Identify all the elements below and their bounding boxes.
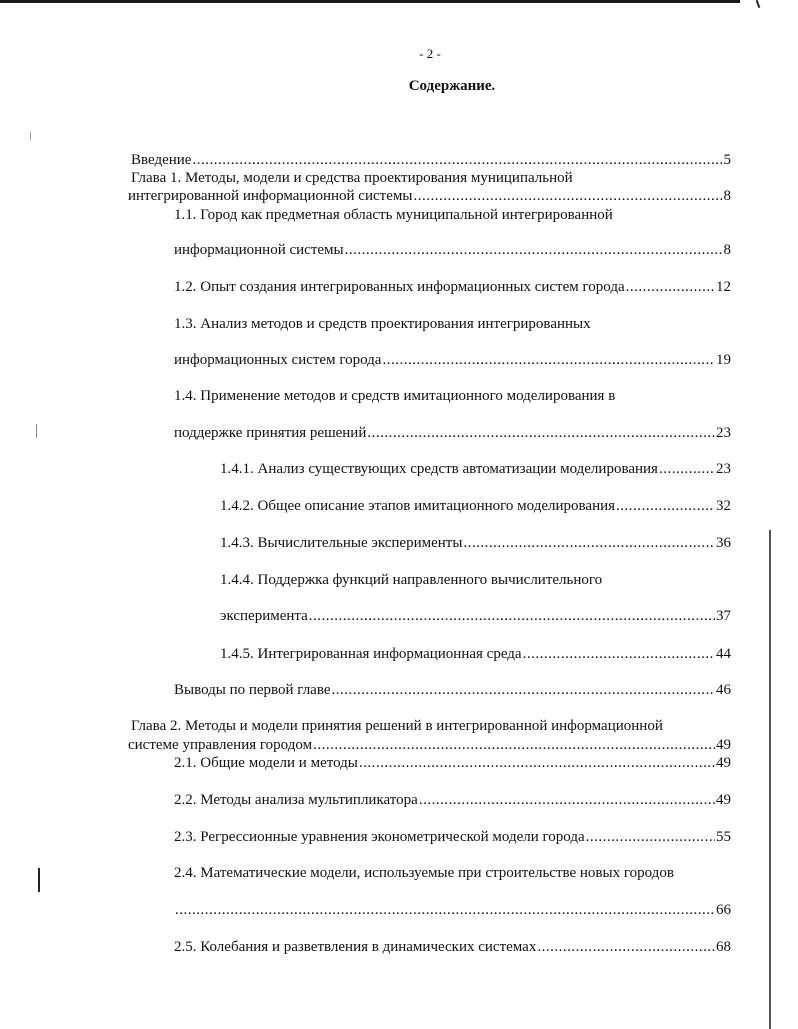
- toc-entry-page: 37: [716, 608, 731, 624]
- toc-entry-page: 23: [716, 461, 731, 477]
- toc-entry: [174, 241, 731, 259]
- toc-leader: [367, 424, 715, 442]
- toc-entry-page: 8: [723, 188, 731, 204]
- toc-leader: [192, 151, 722, 169]
- toc-leader: [586, 828, 715, 846]
- toc-leader: [359, 754, 715, 772]
- toc-entry-text: Выводы по первой главе: [174, 682, 331, 698]
- toc-leader: [537, 938, 715, 956]
- toc-entry-text: 1.4.3. Вычислительные эксперименты: [220, 535, 463, 551]
- toc-entry-page: 49: [716, 737, 731, 753]
- toc-entry-text: 1.4.5. Интегрированная информационная среда: [220, 646, 522, 662]
- toc-entry: [128, 736, 731, 754]
- toc-entry-text: системе управления городом: [128, 737, 313, 753]
- toc-entry: [220, 460, 731, 478]
- toc-entry: [220, 497, 731, 515]
- toc-leader: [309, 607, 715, 625]
- toc-entry: [174, 278, 731, 296]
- toc-leader: [413, 187, 722, 205]
- toc-entry: [128, 187, 731, 205]
- toc-entry-text: 1.2. Опыт создания интегрированных информационных систем города: [174, 279, 625, 295]
- toc-leader: [382, 351, 715, 369]
- toc-entry: [220, 607, 731, 625]
- toc-leader: [332, 681, 716, 699]
- page-number: - 2 -: [419, 46, 441, 61]
- toc-entry-text: интегрированной информационной системы: [128, 188, 413, 204]
- toc-leader: [419, 791, 715, 809]
- toc-entry: 1.3. Анализ методов и средств проектирования интегрированных: [174, 316, 591, 332]
- toc-entry: [174, 754, 731, 772]
- toc-entry: [174, 791, 731, 809]
- toc-entry: [174, 938, 731, 956]
- toc-entry: 1.1. Город как предметная область муниципальной интегрированной: [174, 207, 613, 223]
- toc-entry: [131, 151, 731, 169]
- toc-entry-text: информационной системы: [174, 242, 344, 258]
- toc-entry: [174, 681, 731, 699]
- toc-entry-page: 23: [716, 425, 731, 441]
- toc-leader: [616, 497, 715, 515]
- toc-entry-page: 32: [716, 498, 731, 514]
- toc-entry-page: 44: [716, 646, 731, 662]
- toc-entry: [174, 828, 731, 846]
- toc-entry-text: информационных систем города: [174, 352, 382, 368]
- page-title: Содержание.: [408, 78, 496, 94]
- toc-entry-page: 49: [716, 755, 731, 771]
- toc-entry: [174, 424, 731, 442]
- toc-entry-text: 1.4.1. Анализ существующих средств автоматизации моделирования: [220, 461, 658, 477]
- toc-entry-text: Введение: [131, 152, 192, 168]
- toc-entry: [174, 351, 731, 369]
- toc-leader: [463, 534, 715, 552]
- toc-leader: [523, 645, 715, 663]
- toc-leader: [313, 736, 715, 754]
- toc-leader: [626, 278, 715, 296]
- toc-entry-page: 19: [716, 352, 731, 368]
- toc-entry-page: 46: [716, 682, 731, 698]
- toc-entry: Глава 1. Методы, модели и средства проектирования муниципальной: [131, 170, 573, 186]
- toc-entry-page: 5: [723, 152, 731, 168]
- toc-entry-page: 49: [716, 792, 731, 808]
- toc-entry-text: 2.3. Регрессионные уравнения эконометрической модели города: [174, 829, 585, 845]
- toc-leader: [175, 901, 715, 919]
- toc-entry: Глава 2. Методы и модели принятия решений в интегрированной информационной: [131, 718, 663, 734]
- toc-leader: [659, 460, 715, 478]
- toc-entry-text: поддержке принятия решений: [174, 425, 367, 441]
- toc-entry-page: 12: [716, 279, 731, 295]
- toc-entry-page: 55: [716, 829, 731, 845]
- toc-entry-page: 66: [716, 902, 731, 918]
- toc-entry: [220, 534, 731, 552]
- toc-entry-text: эксперимента: [220, 608, 308, 624]
- toc-entry-page: 36: [716, 535, 731, 551]
- toc-entry-text: 1.4.2. Общее описание этапов имитационного моделирования: [220, 498, 616, 514]
- toc-entry-text: 2.2. Методы анализа мультипликатора: [174, 792, 418, 808]
- toc-entry: 1.4.4. Поддержка функций направленного вычислительного: [220, 572, 603, 588]
- toc-entry-page: 68: [716, 939, 731, 955]
- toc-entry-text: 2.1. Общие модели и методы: [174, 755, 358, 771]
- toc-entry-page: 8: [723, 242, 731, 258]
- toc-entry: [220, 645, 731, 663]
- toc-leader: [345, 241, 723, 259]
- toc-entry: 2.4. Математические модели, используемые при строительстве новых городов: [174, 865, 674, 881]
- toc-entry: 1.4. Применение методов и средств имитационного моделирования в: [174, 388, 616, 404]
- toc-entry: [174, 901, 731, 919]
- toc-entry-text: 2.5. Колебания и разветвления в динамических системах: [174, 939, 537, 955]
